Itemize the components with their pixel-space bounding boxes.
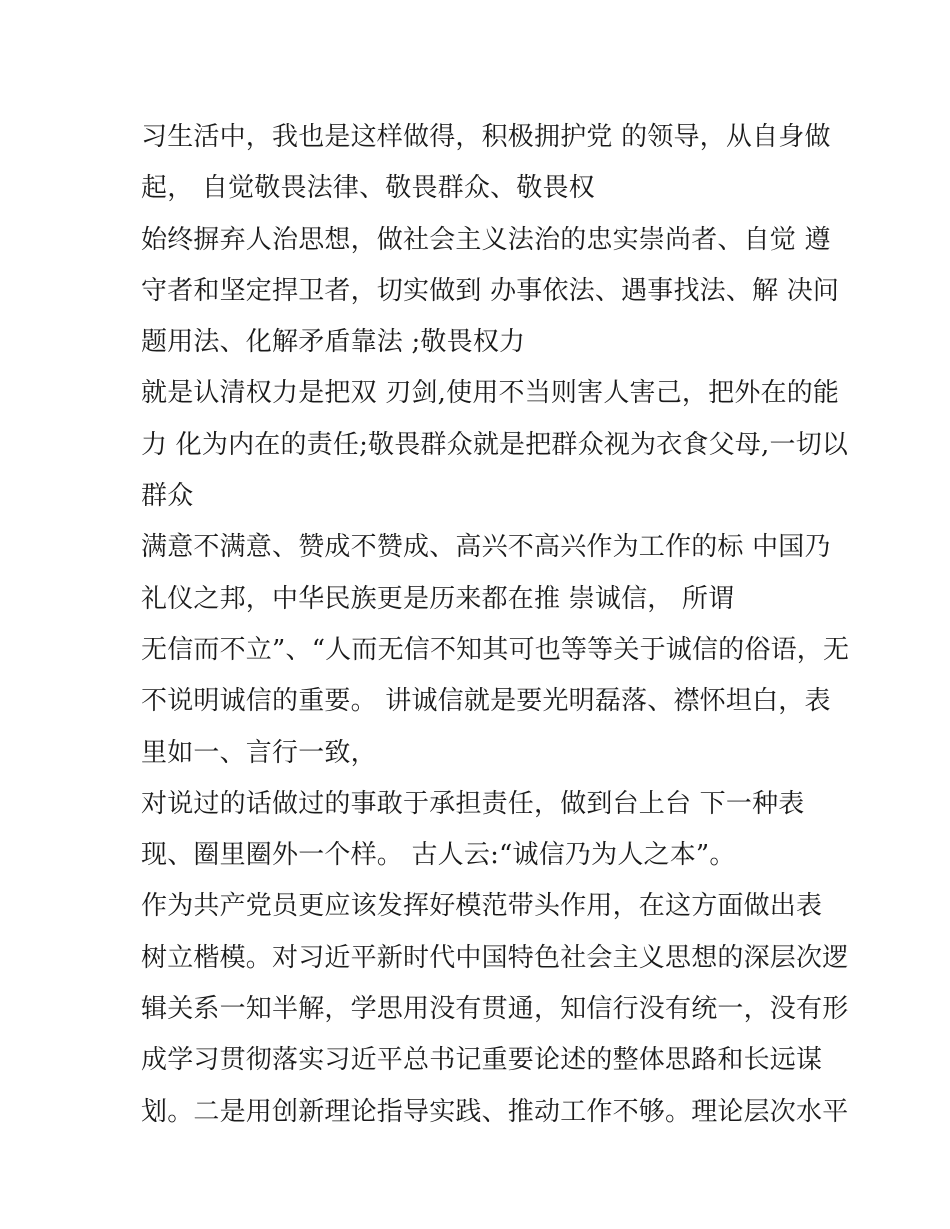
text-line: 成学习贯彻落实习近平总书记重要论述的整体思路和长远谋 — [141, 1045, 823, 1076]
text-line: 对说过的话做过的事敢于承担责任，做到台上台 下一种表 — [141, 788, 805, 819]
text-line: 守者和坚定捍卫者，切实做到 办事依法、遇事找法、解 决问 — [141, 275, 840, 306]
text-line: 无信而不立”、“人而无信不知其可也等等关于诚信的俗语，无 — [141, 634, 850, 665]
text-line: 辑关系一知半解，学思用没有贯通，知信行没有统一，没有形 — [141, 994, 849, 1025]
text-line: 树立楷模。对习近平新时代中国特色社会主义思想的深层次逻 — [141, 942, 849, 973]
text-line: 题用法、化解矛盾靠法 ;敬畏权力 — [141, 327, 526, 358]
text-line: 习生活中，我也是这样做得，积极拥护党 的领导，从自身做 — [141, 122, 831, 152]
text-line: 就是认清权力是把双 刃剑,使用不当则害人害己，把外在的能 — [141, 378, 840, 409]
text-line: 始终摒弃人治思想，做社会主义法治的忠实崇尚者、自觉 遵 — [141, 224, 831, 255]
text-line: 满意不满意、赞成不赞成、高兴不高兴作为工作的标 中国乃 — [141, 532, 831, 563]
text-line: 力 化为内在的责任;敬畏群众就是把群众视为衣食父母,一切以 — [141, 429, 849, 460]
text-line: 里如一、言行一致， — [141, 737, 377, 768]
text-line: 礼仪之邦，中华民族更是历来都在推 崇诚信， 所谓 — [141, 583, 735, 614]
text-line: 群众 — [141, 481, 194, 512]
text-line: 起， 自觉敬畏法律、敬畏群众、敬畏权 — [141, 173, 595, 204]
text-line: 不说明诚信的重要。 讲诚信就是要光明磊落、襟怀坦白，表 — [141, 686, 831, 717]
body-text — [141, 112, 850, 1138]
text-line: 现、圈里圈外一个样。 古人云:“诚信乃为人之本”。 — [141, 840, 736, 871]
text-line: 划。二是用创新理论指导实践、推动工作不够。理论层次水平 — [141, 1096, 849, 1127]
text-line: 作为共产党员更应该发挥好模范带头作用，在这方面做出表 — [141, 891, 823, 922]
